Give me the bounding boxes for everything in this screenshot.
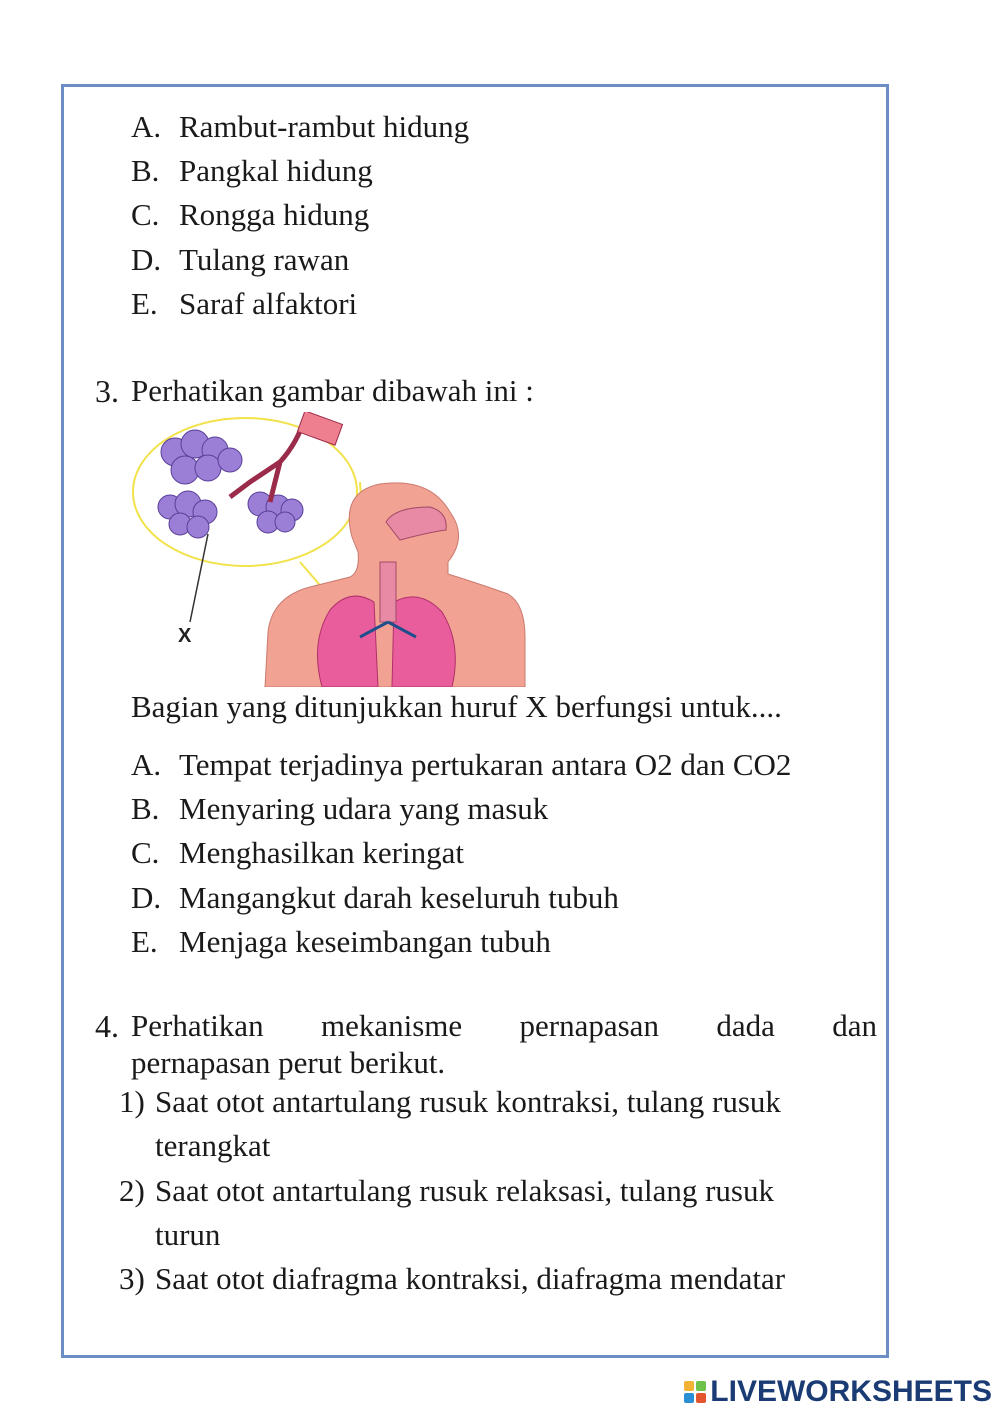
q3-prompt: Perhatikan gambar dibawah ini : (131, 373, 534, 408)
q4-item-1-line1: Saat otot antartulang rusuk kontraksi, tulang rusuk (155, 1084, 781, 1119)
q2-option-a[interactable]: A. Rambut-rambut hidung (131, 109, 470, 144)
q4-prompt-line1: Perhatikan mekanisme pernapasan dada dan (131, 1008, 877, 1043)
q4-number: 4. (95, 1008, 119, 1044)
trachea (380, 562, 396, 622)
q3-number: 3. (95, 373, 119, 409)
q4-item-1-num: 1) (119, 1084, 145, 1119)
q4-prompt-line2: pernapasan perut berikut. (131, 1045, 446, 1080)
bronchus-tube (297, 412, 342, 445)
q2-option-c[interactable]: C. Rongga hidung (131, 197, 370, 232)
q4-item-1-line2: terangkat (155, 1128, 271, 1163)
q4-item-3-line1: Saat otot diafragma kontraksi, diafragma mendatar (155, 1261, 786, 1296)
x-pointer-line (190, 534, 208, 622)
liveworksheets-brand[interactable] (684, 1375, 992, 1409)
brand-text: LIVEWORKSHEETS (710, 1375, 992, 1408)
q2-option-b[interactable]: B. Pangkal hidung (131, 153, 373, 188)
q4-item-3-num: 3) (119, 1261, 145, 1296)
q3-option-a[interactable]: A. Tempat terjadinya pertukaran antara O2 dan CO2 (131, 747, 792, 782)
q3-option-c[interactable]: C. Menghasilkan keringat (131, 835, 464, 870)
q3-option-e[interactable]: E. Menjaga keseimbangan tubuh (131, 924, 551, 959)
liveworksheets-logo-icon (684, 1381, 706, 1403)
q3-option-d[interactable]: D. Mangangkut darah keseluruh tubuh (131, 880, 619, 915)
q3-question: Bagian yang ditunjukkan huruf X berfungsi untuk.... (131, 689, 782, 724)
q3-option-b[interactable]: B. Menyaring udara yang masuk (131, 791, 549, 826)
q4-item-2-line2: turun (155, 1217, 221, 1252)
respiratory-system-figure (130, 412, 530, 687)
q4-item-2-line1: Saat otot antartulang rusuk relaksasi, tulang rusuk (155, 1173, 775, 1208)
q4-item-2-num: 2) (119, 1173, 145, 1208)
q2-option-e[interactable]: E. Saraf alfaktori (131, 286, 358, 321)
figure-label-x: X (178, 625, 192, 647)
q2-option-d[interactable]: D. Tulang rawan (131, 242, 350, 277)
